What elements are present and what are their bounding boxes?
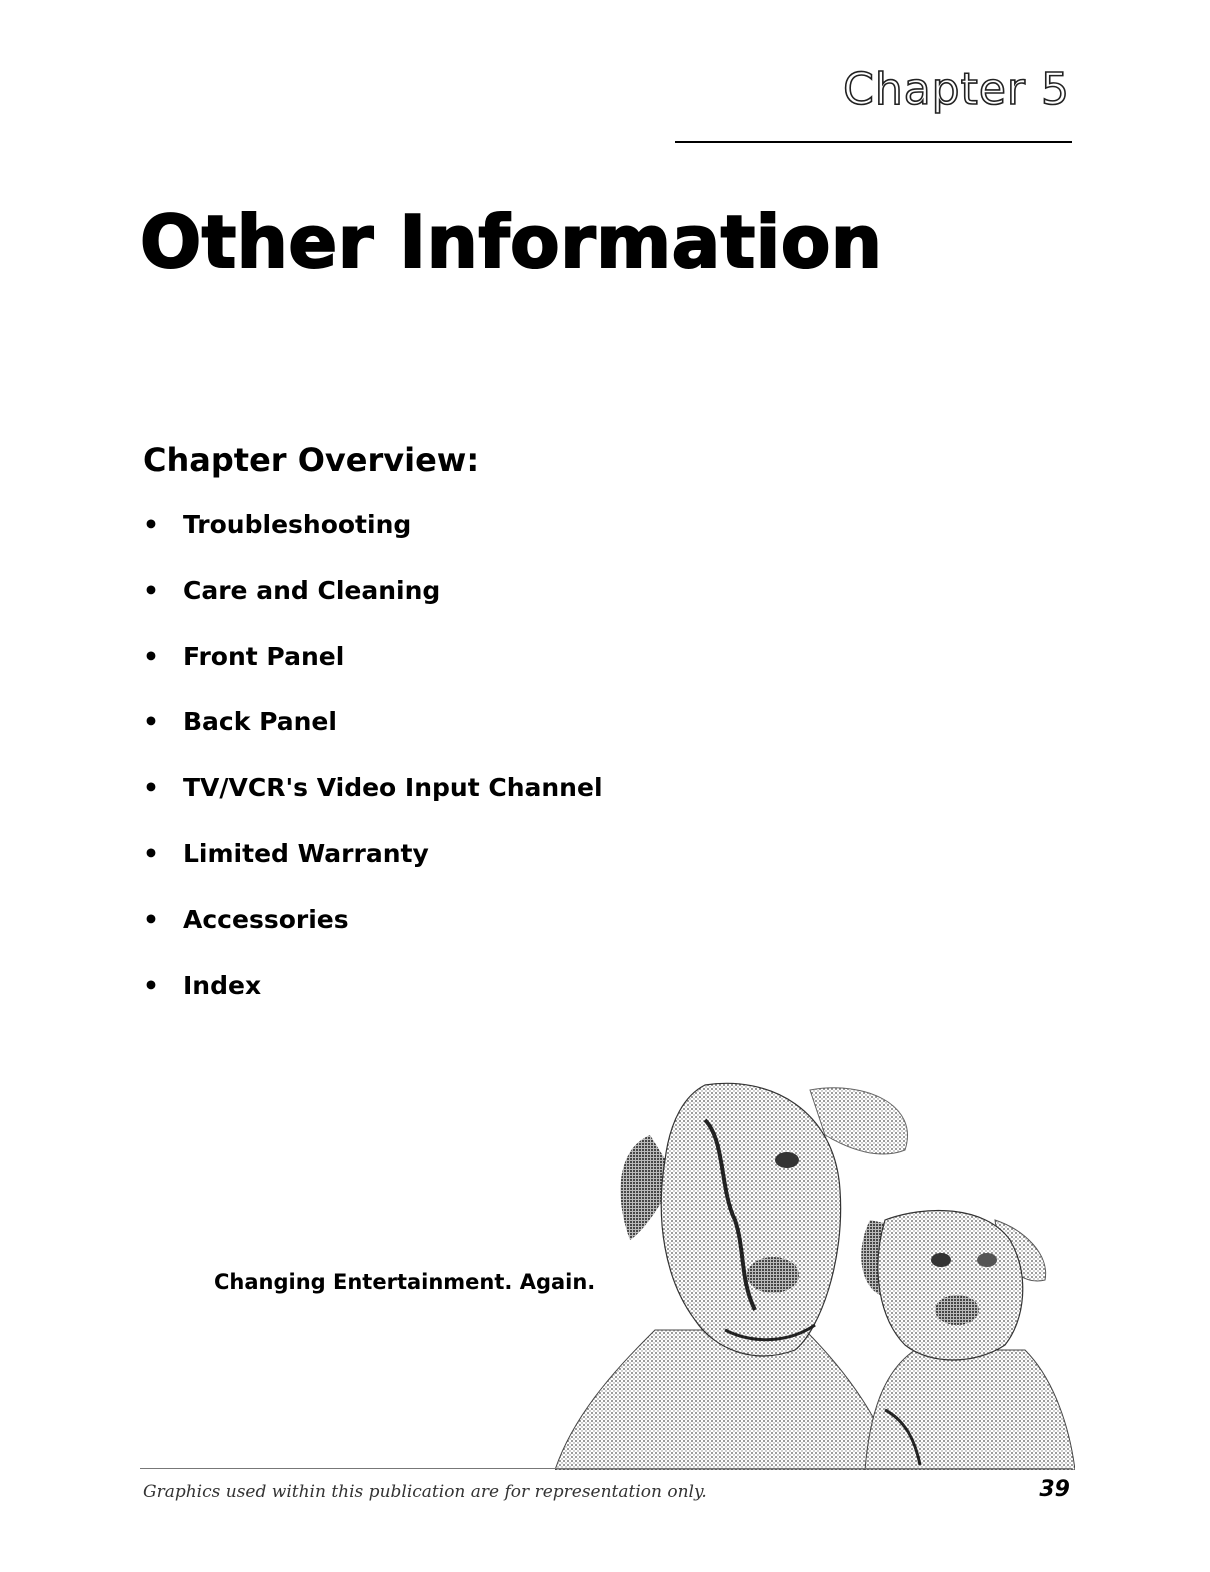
- page-title: Other Information: [140, 200, 883, 284]
- list-item: • Index: [143, 970, 262, 1000]
- bullet-icon: •: [143, 838, 159, 868]
- bullet-icon: •: [143, 575, 159, 605]
- bullet-icon: •: [143, 641, 159, 671]
- dogs-illustration-icon: [555, 1080, 1075, 1470]
- list-item: • Front Panel: [143, 641, 345, 671]
- bullet-icon: •: [143, 510, 159, 539]
- overview-heading: Chapter Overview:: [143, 441, 480, 479]
- bullet-icon: •: [143, 970, 159, 1000]
- list-item: • Limited Warranty: [143, 838, 429, 868]
- slogan: Changing Entertainment. Again.: [214, 1270, 596, 1294]
- list-item: • Accessories: [143, 904, 349, 934]
- page-number: 39: [1039, 1477, 1070, 1502]
- bullet-icon: •: [143, 773, 159, 803]
- list-item: • Care and Cleaning: [143, 575, 441, 605]
- footer-rule: [140, 1468, 1072, 1469]
- chapter-rule: [675, 141, 1072, 143]
- overview-list: [143, 510, 603, 1036]
- footer-note: Graphics used within this publication are for representation only.: [143, 1482, 707, 1502]
- bullet-icon: •: [143, 707, 159, 737]
- list-item: • Back Panel: [143, 707, 337, 737]
- bullet-icon: •: [143, 904, 159, 934]
- list-item: • TV/VCR's Video Input Channel: [143, 773, 603, 803]
- chapter-label: Chapter 5: [843, 64, 1070, 115]
- list-item: • Troubleshooting: [143, 510, 412, 539]
